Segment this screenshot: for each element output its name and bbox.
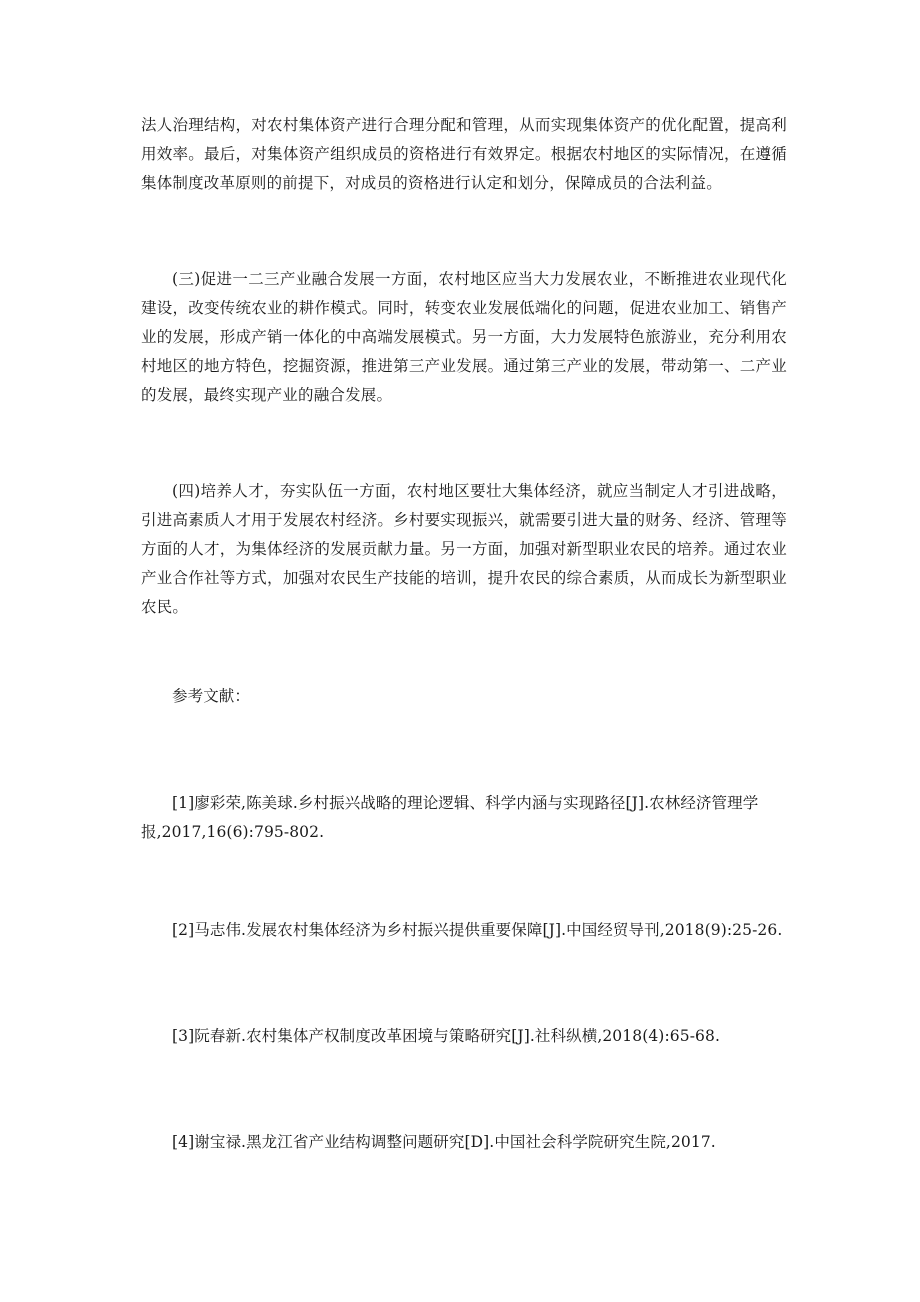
paragraph-industry-integration: (三)促进一二三产业融合发展一方面，农村地区应当大力发展农业，不断推进农业现代化建设，改变传统农业的耕作模式。同时，转变农业发展低端化的问题，促进农业加工、销售产业的发展，形成产销一体化的中高端发展模式。另一方面，大力发展特色旅游业，充分利用农村地区的地方特色，挖掘资源，推进第三产业发展。通过第三产业的发展，带动第一、二产业的发展，最终实现产业的融合发展。	[141, 270, 787, 404]
references-heading: 参考文献：	[172, 687, 251, 705]
reference-item-1: [1]廖彩荣,陈美球.乡村振兴战略的理论逻辑、科学内涵与实现路径[J].农林经济管理学报,2017,16(6):795-802.	[141, 794, 759, 841]
reference-item-4: [4]谢宝禄.黑龙江省产业结构调整问题研究[D].中国社会科学院研究生院,2017.	[172, 1133, 716, 1151]
reference-item-2: [2]马志伟.发展农村集体经济为乡村振兴提供重要保障[J].中国经贸导刊,2018(9):25-26.	[172, 921, 783, 939]
reference-item-3: [3]阮春新.农村集体产权制度改革困境与策略研究[J].社科纵横,2018(4):65-68.	[172, 1027, 720, 1045]
paragraph-talent-training: (四)培养人才，夯实队伍一方面，农村地区要壮大集体经济，就应当制定人才引进战略，引进高素质人才用于发展农村经济。乡村要实现振兴，就需要引进大量的财务、经济、管理等方面的人才，为集体经济的发展贡献力量。另一方面，加强对新型职业农民的培养。通过农业产业合作社等方式，加强对农民生产技能的培训，提升农民的综合素质，从而成长为新型职业农民。	[141, 482, 787, 616]
paragraph-collective-assets: 法人治理结构，对农村集体资产进行合理分配和管理，从而实现集体资产的优化配置，提高利用效率。最后，对集体资产组织成员的资格进行有效界定。根据农村地区的实际情况，在遵循集体制度改革原则的前提下，对成员的资格进行认定和划分，保障成员的合法利益。	[141, 116, 787, 192]
